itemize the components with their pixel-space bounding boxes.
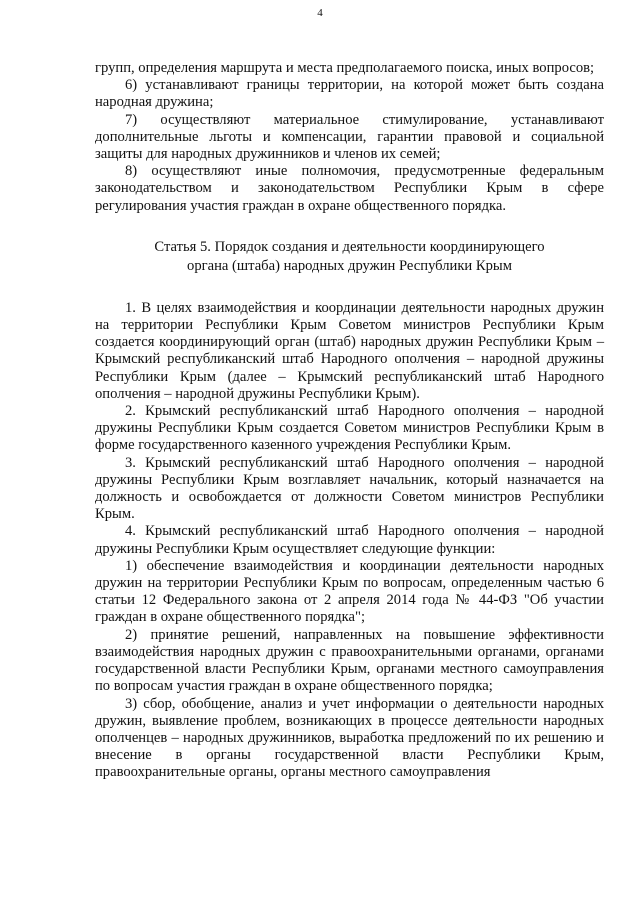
paragraph-continuation: групп, определения маршрута и места предполагаемого поиска, иных вопросов; — [95, 60, 595, 76]
function-item-2: 2) принятие решений, направленных на повышение эффективности взаимодействия народных дружин с правоохранительными органами, органами государственной власти Республики Крым, органами местного самоуправления по вопросам участия граждан в охране общественного порядка; — [95, 626, 604, 695]
clause-3: 3. Крымский республиканский штаб Народного ополчения – народной дружины Республики Крым возглавляет начальник, который назначается на должность и освобождается от должности Советом министров Республики Крым. — [95, 454, 604, 523]
page-number: 4 — [317, 7, 323, 19]
article-heading-line-1: Статья 5. Порядок создания и деятельности координирующего — [154, 238, 545, 255]
article-heading — [95, 238, 604, 276]
clause-4: 4. Крымский республиканский штаб Народного ополчения – народной дружины Республики Крым осуществляет следующие функции: — [95, 523, 604, 557]
document-body — [95, 60, 604, 782]
list-item-6: 6) устанавливают границы территории, на которой может быть создана народная дружина; — [95, 77, 604, 111]
list-item-8: 8) осуществляют иные полномочия, предусмотренные федеральным законодательством и законодательством Республики Крым в сфере регулирования участия граждан в охране общественного порядка. — [95, 163, 604, 214]
function-item-1: 1) обеспечение взаимодействия и координации деятельности народных дружин на территории Республики Крым по вопросам, определенным частью 6 статьи 12 Федерального закона от 2 апреля 2014 года № 44-ФЗ "Об участии граждан в охране общественного порядка"; — [95, 557, 604, 626]
article-heading-line-2: органа (штаба) народных дружин Республики Крым — [187, 257, 512, 274]
function-item-3: 3) сбор, обобщение, анализ и учет информации о деятельности народных дружин, выявление проблем, возникающих в процессе деятельности народных ополченцев – народных дружинников, выработка предложений по их решению и внесение в органы государственной власти Республики Крым, правоохранительные органы, органы местного самоуправления — [95, 695, 604, 781]
clause-2: 2. Крымский республиканский штаб Народного ополчения – народной дружины Республики Крым создается Советом министров Республики Крым в форме государственного казенного учреждения Республики Крым. — [95, 403, 604, 454]
clause-1: 1. В целях взаимодействия и координации деятельности народных дружин на территории Республики Крым Советом министров Республики Крым создается координирующий орган (штаб) народных дружин Республики Крым – Крымский республиканский штаб Народного ополчения – народной дружины Республики Крым (далее – Крымский республиканский штаб Народного ополчения – народной дружины Республики Крым). — [95, 299, 604, 402]
list-item-7: 7) осуществляют материальное стимулирование, устанавливают дополнительные льготы и компенсации, гарантии правовой и социальной защиты для народных дружинников и членов их семей; — [95, 111, 604, 163]
